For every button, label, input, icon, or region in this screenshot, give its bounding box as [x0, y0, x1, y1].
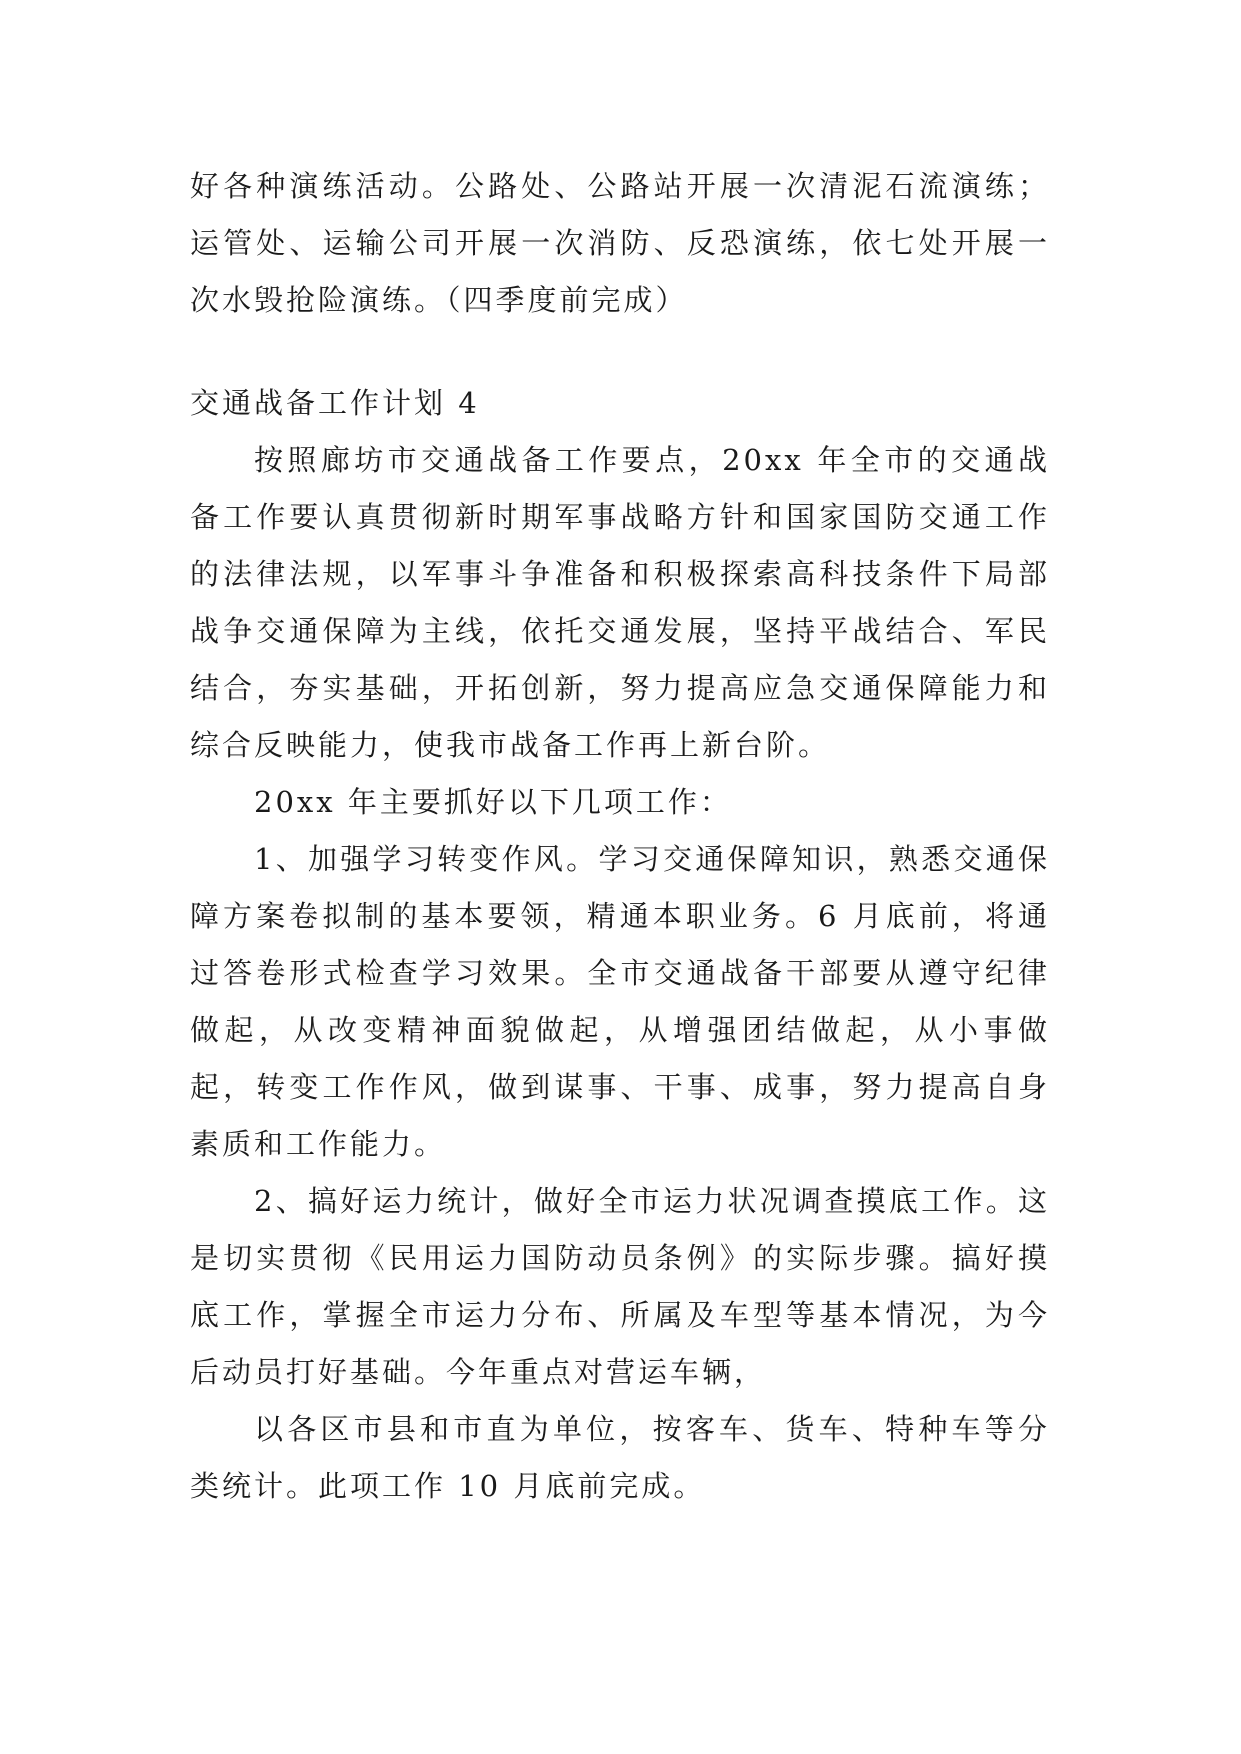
- continuation-paragraph: 好各种演练活动。公路处、公路站开展一次清泥石流演练；运管处、运输公司开展一次消防、反恐演练，依七处开展一次水毁抢险演练。（四季度前完成）: [190, 169, 1050, 317]
- paragraph-item-2: 2、搞好运力统计，做好全市运力状况调查摸底工作。这是切实贯彻《民用运力国防动员条例》的实际步骤。搞好摸底工作，掌握全市运力分布、所属及车型等基本情况，为今后动员打好基础。今年重点对营运车辆，: [190, 1184, 1050, 1389]
- paragraph-item-2-continued: 以各区市县和市直为单位，按客车、货车、特种车等分类统计。此项工作 10 月底前完成。: [190, 1412, 1050, 1503]
- paragraph-item-1: 1、加强学习转变作风。学习交通保障知识，熟悉交通保障方案卷拟制的基本要领，精通本职业务。6 月底前，将通过答卷形式检查学习效果。全市交通战备干部要从遵守纪律做起，从改变精神面貌做起，从增强团结做起，从小事做起，转变工作作风，做到谋事、干事、成事，努力提高自身素质和工作能力。: [190, 842, 1050, 1161]
- paragraph-intro: 按照廊坊市交通战备工作要点，20xx 年全市的交通战备工作要认真贯彻新时期军事战略方针和国家国防交通工作的法律法规，以军事斗争准备和积极探索高科技条件下局部战争交通保障为主线，依托交通发展，坚持平战结合、军民结合，夯实基础，开拓创新，努力提高应急交通保障能力和综合反映能力，使我市战备工作再上新台阶。: [190, 443, 1050, 762]
- document-body: [190, 158, 1050, 1515]
- section-title: 交通战备工作计划 4: [190, 386, 480, 420]
- paragraph-tasks-lead: 20xx 年主要抓好以下几项工作：: [254, 785, 732, 819]
